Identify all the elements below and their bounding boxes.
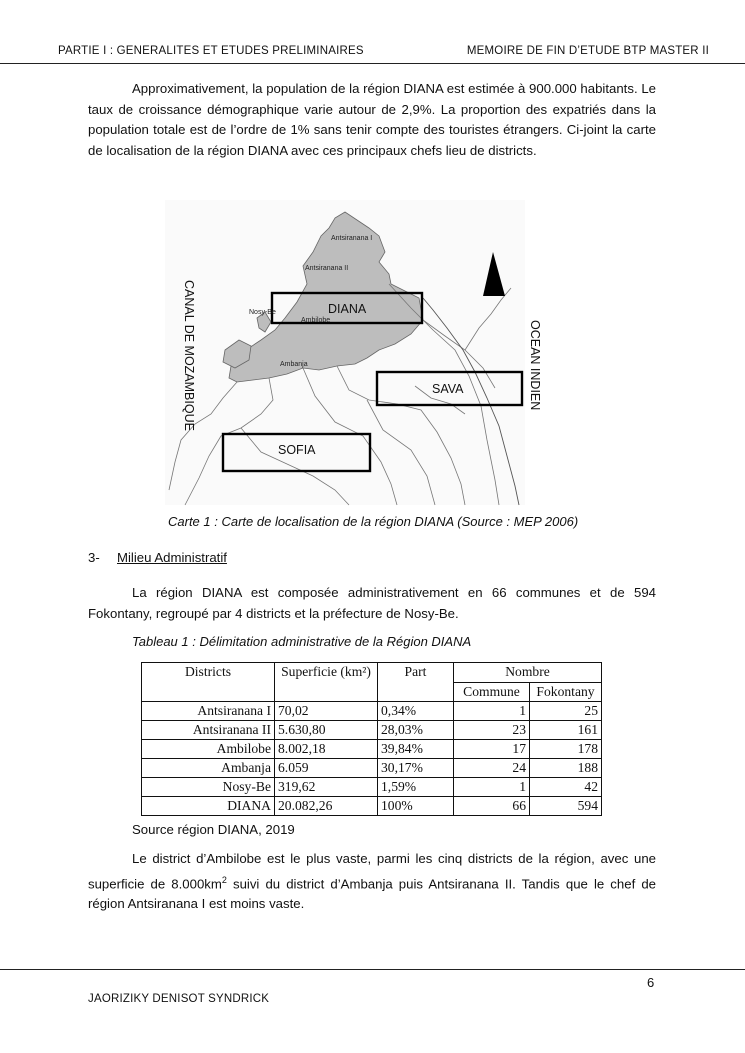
- header-nombre: Nombre: [454, 663, 602, 683]
- admin-table: [141, 662, 602, 816]
- cell-district: DIANA: [142, 797, 275, 816]
- cell-fokontany: 178: [530, 740, 602, 759]
- cell-fokontany: 188: [530, 759, 602, 778]
- map-region-label: SAVA: [432, 382, 464, 396]
- cell-commune: 23: [454, 721, 530, 740]
- header-districts: Districts: [142, 663, 275, 702]
- cell-superficie: 319,62: [275, 778, 378, 797]
- cell-superficie: 6.059: [275, 759, 378, 778]
- footer-rule: [0, 969, 745, 970]
- cell-district: Antsiranana I: [142, 702, 275, 721]
- closing-paragraph: [88, 849, 656, 915]
- table-row: [142, 778, 602, 797]
- map-caption: Carte 1 : Carte de localisation de la région DIANA (Source : MEP 2006): [168, 514, 579, 529]
- cell-commune: 17: [454, 740, 530, 759]
- map-town-label: Ambilobe: [301, 317, 331, 324]
- cell-district: Antsiranana II: [142, 721, 275, 740]
- table-total-row: [142, 797, 602, 816]
- table-header-row: [142, 663, 602, 683]
- cell-part: 30,17%: [378, 759, 454, 778]
- cell-part: 0,34%: [378, 702, 454, 721]
- cell-superficie: 8.002,18: [275, 740, 378, 759]
- superscript-two: 2: [221, 874, 227, 885]
- table-caption: Tableau 1 : Délimitation administrative de la Région DIANA: [132, 634, 472, 649]
- cell-fokontany: 42: [530, 778, 602, 797]
- cell-district: Nosy-Be: [142, 778, 275, 797]
- header-fokontany: Fokontany: [530, 682, 602, 702]
- cell-superficie: 5.630,80: [275, 721, 378, 740]
- section-heading: [88, 550, 227, 565]
- header-document-title: MEMOIRE DE FIN D’ETUDE BTP MASTER II: [466, 45, 709, 57]
- header-commune: Commune: [454, 682, 530, 702]
- map-town-label: Antsiranana I: [331, 235, 373, 242]
- section-title: Milieu Administratif: [117, 550, 227, 565]
- header-rule: [0, 63, 745, 64]
- table-row: [142, 702, 602, 721]
- cell-superficie: 20.082,26: [275, 797, 378, 816]
- closing-text-end: suivi du district d’Ambanja puis Antsiranana II. Tandis que le chef de région Antsiranana I est moins vaste.: [88, 875, 656, 912]
- page-number: 6: [647, 975, 655, 990]
- cell-part: 28,03%: [378, 721, 454, 740]
- intro-paragraph: Approximativement, la population de la région DIANA est estimée à 900.000 habitants. Le taux de croissance démographique varie autour de 2,9%. La proportion des expatriés dans la population totale est de l’ordre de 1% sans tenir compte des touristes étrangers. Ci-joint la carte de localisation de la région DIANA avec ces principaux chefs lieu de districts.: [88, 81, 656, 158]
- cell-part: 1,59%: [378, 778, 454, 797]
- map-town-label: Ambanja: [280, 361, 308, 368]
- cell-commune: 1: [454, 778, 530, 797]
- map-region-label: SOFIA: [278, 443, 316, 457]
- map-label-west: CANAL DE MOZAMBIQUE: [182, 280, 196, 431]
- location-map: [165, 200, 542, 505]
- cell-district: Ambanja: [142, 759, 275, 778]
- cell-fokontany: 25: [530, 702, 602, 721]
- cell-fokontany: 594: [530, 797, 602, 816]
- map-region-label: DIANA: [328, 302, 367, 316]
- section-number: 3-: [88, 550, 100, 565]
- footer-author: JAORIZIKY DENISOT SYNDRICK: [88, 993, 270, 1005]
- table-row: [142, 721, 602, 740]
- table-source: Source région DIANA, 2019: [132, 822, 295, 837]
- cell-part: 100%: [378, 797, 454, 816]
- cell-commune: 1: [454, 702, 530, 721]
- admin-paragraph: La région DIANA est composée administrativement en 66 communes et de 594 Fokontany, regroupé par 4 districts et la préfecture de Nosy-Be.: [88, 585, 656, 621]
- header-superficie: Superficie (km²): [275, 663, 378, 702]
- cell-commune: 66: [454, 797, 530, 816]
- cell-part: 39,84%: [378, 740, 454, 759]
- cell-commune: 24: [454, 759, 530, 778]
- header-chapter: PARTIE I : GENERALITES ET ETUDES PRELIMINAIRES: [58, 45, 364, 57]
- map-town-label: Nosy-Be: [249, 309, 276, 316]
- cell-district: Ambilobe: [142, 740, 275, 759]
- header-part: Part: [378, 663, 454, 702]
- map-label-east: OCEAN INDIEN: [528, 320, 542, 411]
- map-town-label: Antsiranana II: [305, 265, 349, 272]
- cell-fokontany: 161: [530, 721, 602, 740]
- table-row: [142, 759, 602, 778]
- cell-superficie: 70,02: [275, 702, 378, 721]
- table-row: [142, 740, 602, 759]
- closing-text-start: Le district d’Ambilobe est le plus vaste, parmi les cinq districts de la région, avec une superficie de 8.000km: [88, 851, 656, 891]
